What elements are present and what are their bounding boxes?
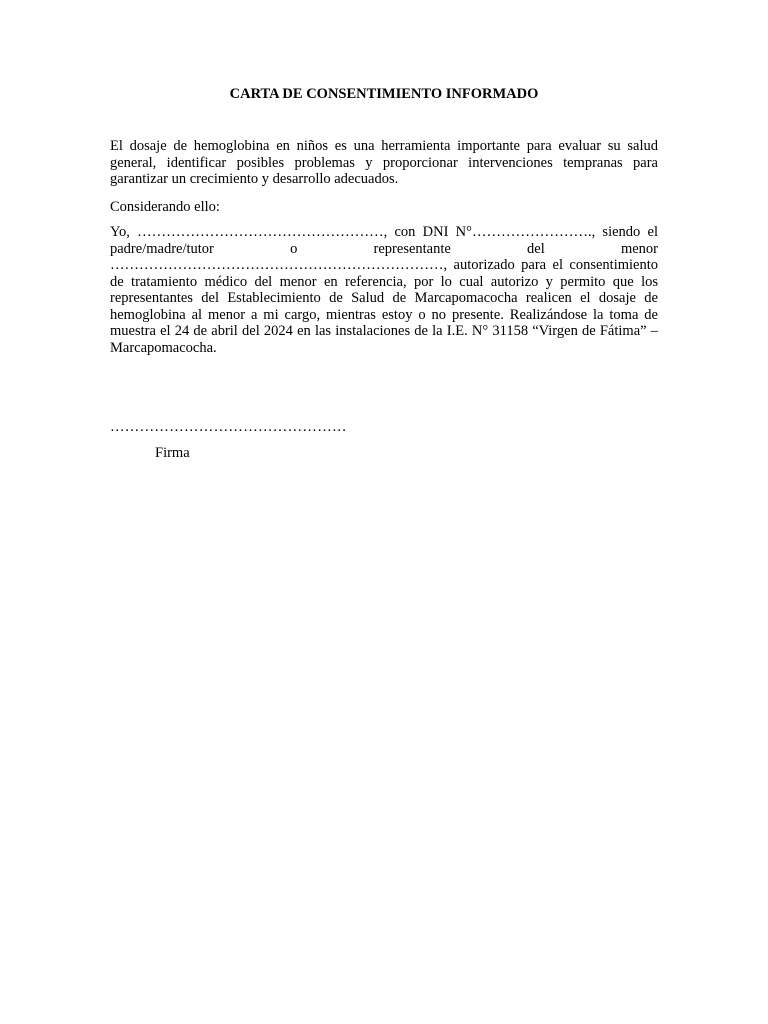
considering-paragraph: Considerando ello: <box>110 199 220 215</box>
consent-paragraph: Yo, ……………………………………………, con DNI N°……………………., siendo el padre/madre/tutor o representante del menor ……………………………………………………………, autorizado para el consentimiento de tratamiento médico del menor en referencia, por lo cual autorizo y permito que los representantes del Establecimiento de Salud de Marcapomacocha realicen el dosaje de hemoglobina al menor a mi cargo, mientras estoy o no presente. Realizándose la toma de muestra el 24 de abril del 2024 en las instalaciones de la I.E. N° 31158 “Virgen de Fátima” – Marcapomacocha. <box>110 224 658 356</box>
signature-line: ………………………………………… <box>110 419 347 435</box>
document-title: CARTA DE CONSENTIMIENTO INFORMADO <box>229 86 539 102</box>
signature-label: Firma <box>155 445 190 461</box>
intro-paragraph: El dosaje de hemoglobina en niños es una herramienta importante para evaluar su salud general, identificar posibles problemas y proporcionar intervenciones tempranas para garantizar un crecimiento y desarrollo adecuados. <box>110 138 658 187</box>
